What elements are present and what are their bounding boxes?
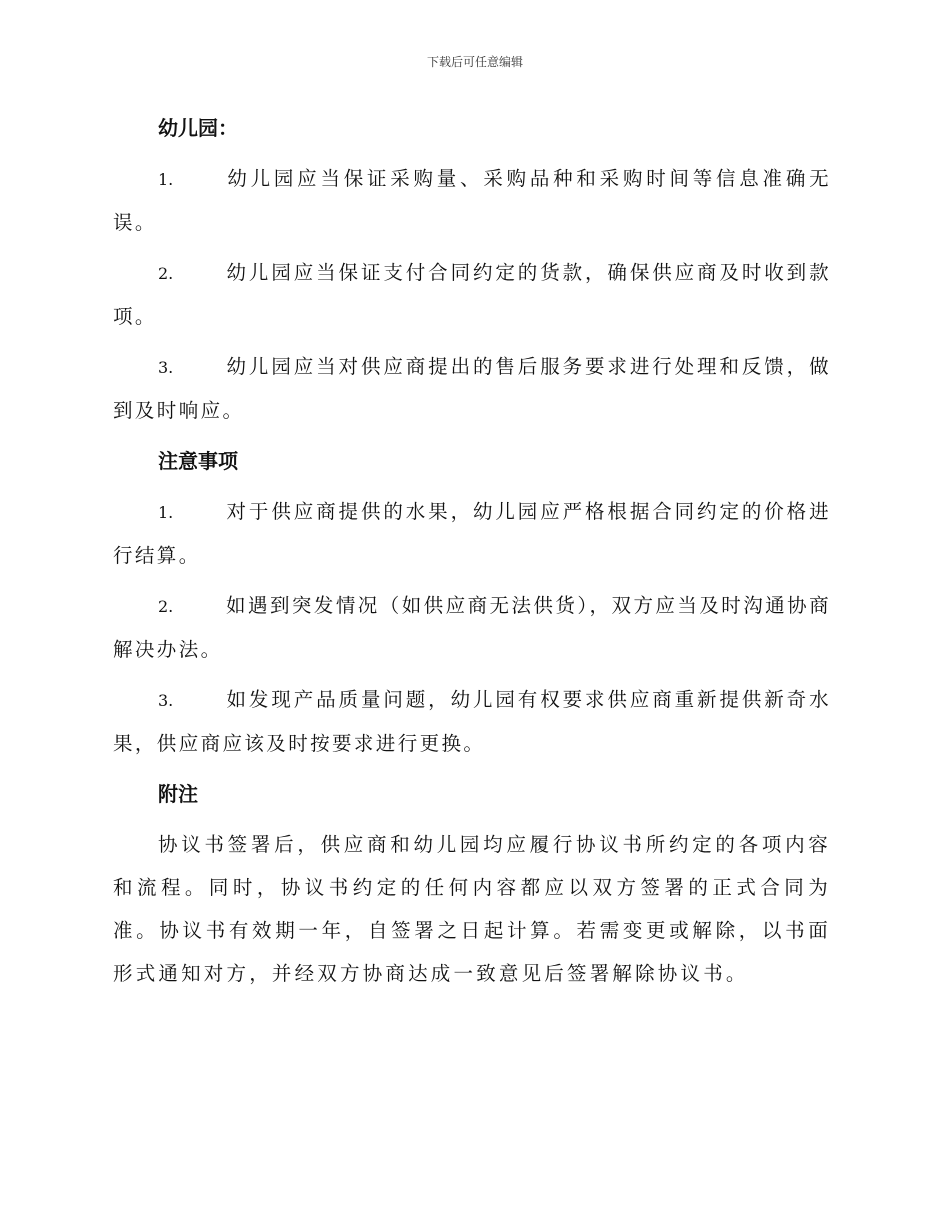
section-heading-kindergarten: 幼儿园： [158,116,238,140]
list-item [113,345,831,432]
item-number: 3. [158,358,174,377]
item-text: 如发现产品质量问题，幼儿园有权要求供应商重新提供新奇水果，供应商应该及时按要求进行更换。 [113,688,831,755]
list-item [113,251,831,338]
list-item [113,157,831,244]
document-body [113,106,831,995]
item-number: 1. [158,503,174,522]
item-text: 如遇到突发情况（如供应商无法供货），双方应当及时沟通协商解决办法。 [113,594,831,661]
list-item [113,678,831,765]
section-heading-appendix: 附注 [158,782,198,806]
item-text: 幼儿园应当保证支付合同约定的货款，确保供应商及时收到款项。 [113,261,831,328]
section-heading-notes: 注意事项 [158,449,238,473]
list-item [113,490,831,577]
list-item [113,584,831,671]
page-header: 下载后可任意编辑 [426,55,523,69]
item-text: 对于供应商提供的水果，幼儿园应严格根据合同约定的价格进行结算。 [113,500,831,567]
appendix-paragraph: 协议书签署后，供应商和幼儿园均应履行协议书所约定的各项内容和流程。同时，协议书约定的任何内容都应以双方签署的正式合同为准。协议书有效期一年，自签署之日起计算。若需变更或解除，以书面形式通知对方，并经双方协商达成一致意见后签署解除协议书。 [113,833,831,985]
item-number: 2. [158,264,174,283]
item-text: 幼儿园应当保证采购量、采购品种和采购时间等信息准确无误。 [113,167,831,234]
item-number: 1. [158,170,174,189]
item-number: 2. [158,597,174,616]
item-number: 3. [158,691,174,710]
item-text: 幼儿园应当对供应商提出的售后服务要求进行处理和反馈，做到及时响应。 [113,355,831,422]
